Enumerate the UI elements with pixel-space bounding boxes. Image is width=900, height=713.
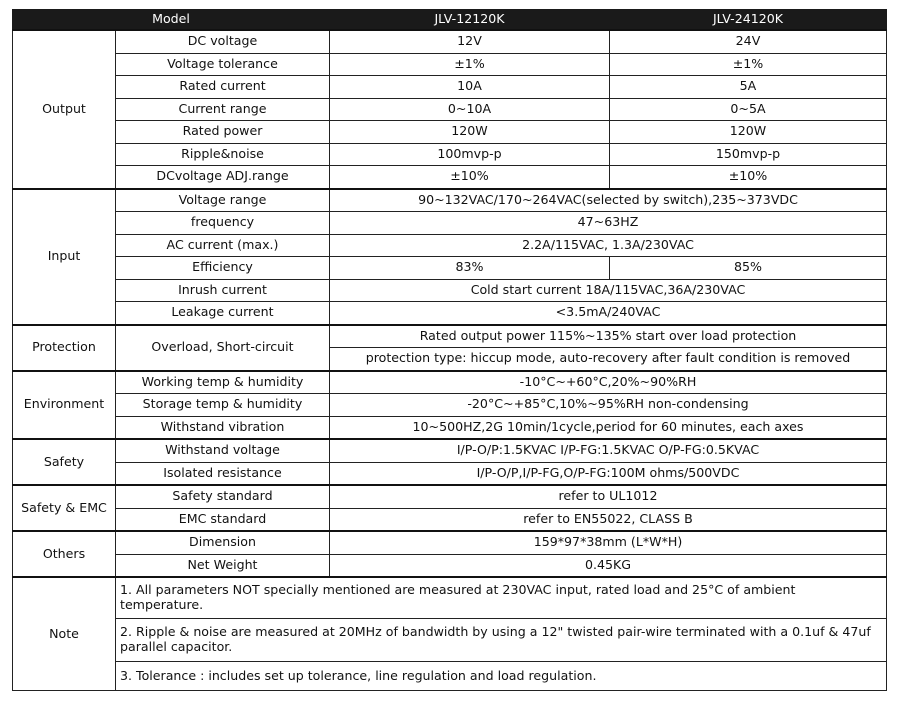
table-row [13, 234, 887, 257]
cell-value: 0~5A [610, 98, 887, 121]
row-label: Isolated resistance [116, 462, 330, 485]
cell-value: 24V [610, 30, 887, 53]
cell-value: refer to UL1012 [330, 485, 887, 508]
cell-value: 0~10A [330, 98, 610, 121]
cell-value: 159*97*38mm (L*W*H) [330, 531, 887, 554]
table-row [13, 257, 887, 280]
cell-value: protection type: hiccup mode, auto-recovery after fault condition is removed [330, 348, 887, 371]
table-row [13, 439, 887, 462]
row-label: Storage temp & humidity [116, 394, 330, 417]
cell-value: ±10% [330, 166, 610, 189]
category-protection: Protection [13, 325, 116, 371]
category-environment: Environment [13, 371, 116, 440]
table-row [13, 166, 887, 189]
row-label: Efficiency [116, 257, 330, 280]
row-label: Withstand vibration [116, 416, 330, 439]
category-safety-emc: Safety & EMC [13, 485, 116, 531]
category-note: Note [13, 577, 116, 691]
table-row [13, 371, 887, 394]
category-safety: Safety [13, 439, 116, 485]
cell-value: 85% [610, 257, 887, 280]
cell-value: I/P-O/P:1.5KVAC I/P-FG:1.5KVAC O/P-FG:0.5KVAC [330, 439, 887, 462]
header-model-1: JLV-12120K [330, 10, 610, 31]
cell-value: refer to EN55022, CLASS B [330, 508, 887, 531]
row-label: Rated power [116, 121, 330, 144]
row-label: Net Weight [116, 554, 330, 577]
cell-value: 2.2A/115VAC, 1.3A/230VAC [330, 234, 887, 257]
cell-value: 150mvp-p [610, 143, 887, 166]
cell-value: 120W [330, 121, 610, 144]
table-row [13, 619, 887, 662]
cell-value: ±1% [330, 53, 610, 76]
note-item: 2. Ripple & noise are measured at 20MHz of bandwidth by using a 12" twisted pair-wire terminated with a 0.1uf & 47uf parallel capacitor. [116, 619, 887, 662]
table-row [13, 98, 887, 121]
row-label: Inrush current [116, 279, 330, 302]
row-label: Safety standard [116, 485, 330, 508]
row-label: AC current (max.) [116, 234, 330, 257]
row-label: Dimension [116, 531, 330, 554]
table-row [13, 577, 887, 619]
header-row [13, 10, 887, 31]
row-label: Working temp & humidity [116, 371, 330, 394]
cell-value: 90~132VAC/170~264VAC(selected by switch),235~373VDC [330, 189, 887, 212]
table-row [13, 189, 887, 212]
row-label: Leakage current [116, 302, 330, 325]
table-row [13, 531, 887, 554]
note-item: 3. Tolerance : includes set up tolerance, line regulation and load regulation. [116, 662, 887, 691]
table-row [13, 394, 887, 417]
table-row [13, 302, 887, 325]
cell-value: 120W [610, 121, 887, 144]
cell-value: 100mvp-p [330, 143, 610, 166]
table-row [13, 212, 887, 235]
cell-value: 12V [330, 30, 610, 53]
table-row [13, 508, 887, 531]
spec-table [12, 9, 887, 691]
cell-value: 47~63HZ [330, 212, 887, 235]
table-row [13, 121, 887, 144]
table-row [13, 325, 887, 348]
row-label: EMC standard [116, 508, 330, 531]
cell-value: <3.5mA/240VAC [330, 302, 887, 325]
note-item: 1. All parameters NOT specially mentioned are measured at 230VAC input, rated load and 25°C of ambient temperature. [116, 577, 887, 619]
cell-value: -10°C~+60°C,20%~90%RH [330, 371, 887, 394]
cell-value: ±1% [610, 53, 887, 76]
cell-value: 10~500HZ,2G 10min/1cycle,period for 60 minutes, each axes [330, 416, 887, 439]
row-label: Current range [116, 98, 330, 121]
row-label: frequency [116, 212, 330, 235]
cell-value: I/P-O/P,I/P-FG,O/P-FG:100M ohms/500VDC [330, 462, 887, 485]
cell-value: 83% [330, 257, 610, 280]
row-label: DC voltage [116, 30, 330, 53]
category-output: Output [13, 30, 116, 189]
header-model: Model [13, 10, 330, 31]
cell-value: ±10% [610, 166, 887, 189]
table-row [13, 554, 887, 577]
table-row [13, 662, 887, 691]
table-row [13, 416, 887, 439]
table-row [13, 485, 887, 508]
table-row [13, 76, 887, 99]
row-label: Withstand voltage [116, 439, 330, 462]
table-row [13, 462, 887, 485]
cell-value: 5A [610, 76, 887, 99]
cell-value: 0.45KG [330, 554, 887, 577]
row-label: Voltage tolerance [116, 53, 330, 76]
table-row [13, 143, 887, 166]
cell-value: -20°C~+85°C,10%~95%RH non-condensing [330, 394, 887, 417]
category-input: Input [13, 189, 116, 325]
category-others: Others [13, 531, 116, 577]
row-label: DCvoltage ADJ.range [116, 166, 330, 189]
row-label: Voltage range [116, 189, 330, 212]
table-row [13, 30, 887, 53]
row-label: Ripple&noise [116, 143, 330, 166]
table-row [13, 53, 887, 76]
header-model-2: JLV-24120K [610, 10, 887, 31]
table-row [13, 279, 887, 302]
row-label: Overload, Short-circuit [116, 325, 330, 371]
cell-value: 10A [330, 76, 610, 99]
cell-value: Rated output power 115%~135% start over load protection [330, 325, 887, 348]
cell-value: Cold start current 18A/115VAC,36A/230VAC [330, 279, 887, 302]
row-label: Rated current [116, 76, 330, 99]
